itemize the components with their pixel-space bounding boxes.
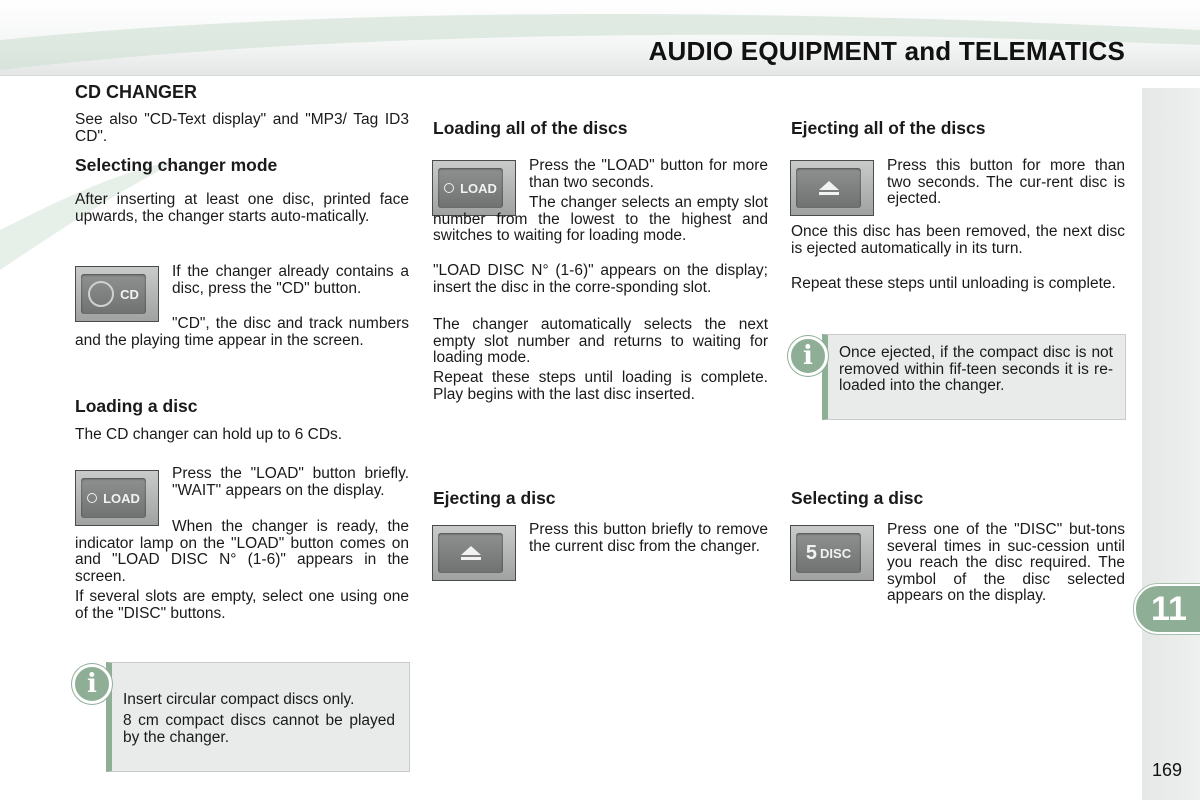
page-title: AUDIO EQUIPMENT and TELEMATICS [648, 36, 1125, 66]
disc-number: 5 [805, 541, 818, 564]
loading-all-heading: Loading all of the discs [433, 118, 628, 138]
info-eject-text: Once ejected, if the compact disc is not removed within fif-teen seconds it is re-loaded into the changer. [839, 344, 1113, 394]
chapter-tab: 11 [1134, 584, 1200, 634]
loading-all-text-5: Repeat these steps until loading is complete. Play begins with the last disc inserted. [433, 369, 768, 403]
loading-capacity-text: The CD changer can hold up to 6 CDs. [75, 426, 343, 443]
loading-all-text-1: Press the "LOAD" button for more than two seconds. [529, 157, 768, 191]
load-button-label: LOAD [460, 180, 497, 196]
indicator-lamp-icon [444, 183, 454, 193]
see-also-text: See also "CD-Text display" and "MP3/ Tag ID3 CD". [75, 111, 409, 145]
load-text-2: When the changer is ready, the indicator lamp on the "LOAD" button comes on and "LOAD DISC N° (1-6)" appears in the screen. [75, 518, 409, 585]
changer-mode-heading: Selecting changer mode [75, 155, 278, 175]
loading-heading: Loading a disc [75, 396, 198, 416]
info-box-eject [822, 334, 1126, 420]
cd-text-2: "CD", the disc and track numbers and the playing time appear in the screen. [75, 315, 409, 349]
loading-all-text-4: The changer automatically selects the next empty slot number and returns to waiting for loading mode. [433, 316, 768, 366]
ejecting-all-text-3: Repeat these steps until unloading is complete. [791, 275, 1116, 292]
info-box-discs [106, 662, 410, 772]
disc-button-image [790, 525, 874, 581]
side-strip [1142, 88, 1200, 800]
eject-button-image [432, 525, 516, 581]
page-number: 169 [1152, 760, 1183, 780]
info-text-2: 8 cm compact discs cannot be played by the changer. [123, 712, 395, 746]
loading-all-text-2: The changer selects an empty slot number from the lowest to the highest and switches to waiting for loading mode. [433, 194, 768, 244]
disc-button-label: DISC [820, 545, 852, 561]
load-text-1: Press the "LOAD" button briefly. "WAIT" appears on the display. [172, 465, 409, 499]
cd-disc-icon [88, 281, 114, 307]
ejecting-all-text-2: Once this disc has been removed, the next disc is ejected automatically in its turn. [791, 223, 1125, 257]
section-title: CD CHANGER [75, 82, 198, 102]
indicator-lamp-icon [87, 493, 97, 503]
load-button-label: LOAD [103, 490, 140, 506]
info-icon: i [72, 664, 112, 704]
ejecting-heading: Ejecting a disc [433, 488, 556, 508]
cd-text-1: If the changer already contains a disc, press the "CD" button. [172, 263, 409, 297]
info-text-1: Insert circular compact discs only. [123, 691, 355, 708]
selecting-heading: Selecting a disc [791, 488, 924, 508]
load-button-image [75, 470, 159, 526]
loading-all-text-3: "LOAD DISC N° (1-6)" appears on the display; insert the disc in the corre-sponding slot. [433, 262, 768, 296]
eject-text: Press this button briefly to remove the current disc from the changer. [529, 521, 768, 555]
ejecting-all-heading: Ejecting all of the discs [791, 118, 986, 138]
cd-button-image [75, 266, 159, 322]
select-text: Press one of the "DISC" but-tons several times in suc-cession until you reach the disc required. The symbol of the disc selected appears on the display. [887, 521, 1125, 604]
ejecting-all-text-1: Press this button for more than two seconds. The cur-rent disc is ejected. [887, 157, 1125, 207]
eject-icon [818, 180, 840, 196]
load-text-3: If several slots are empty, select one using one of the "DISC" buttons. [75, 588, 409, 622]
eject-button-image-2 [790, 160, 874, 216]
changer-mode-text: After inserting at least one disc, printed face upwards, the changer starts auto-matically. [75, 191, 409, 225]
info-icon: i [788, 336, 828, 376]
eject-icon [460, 545, 482, 561]
cd-button-label: CD [120, 286, 139, 302]
